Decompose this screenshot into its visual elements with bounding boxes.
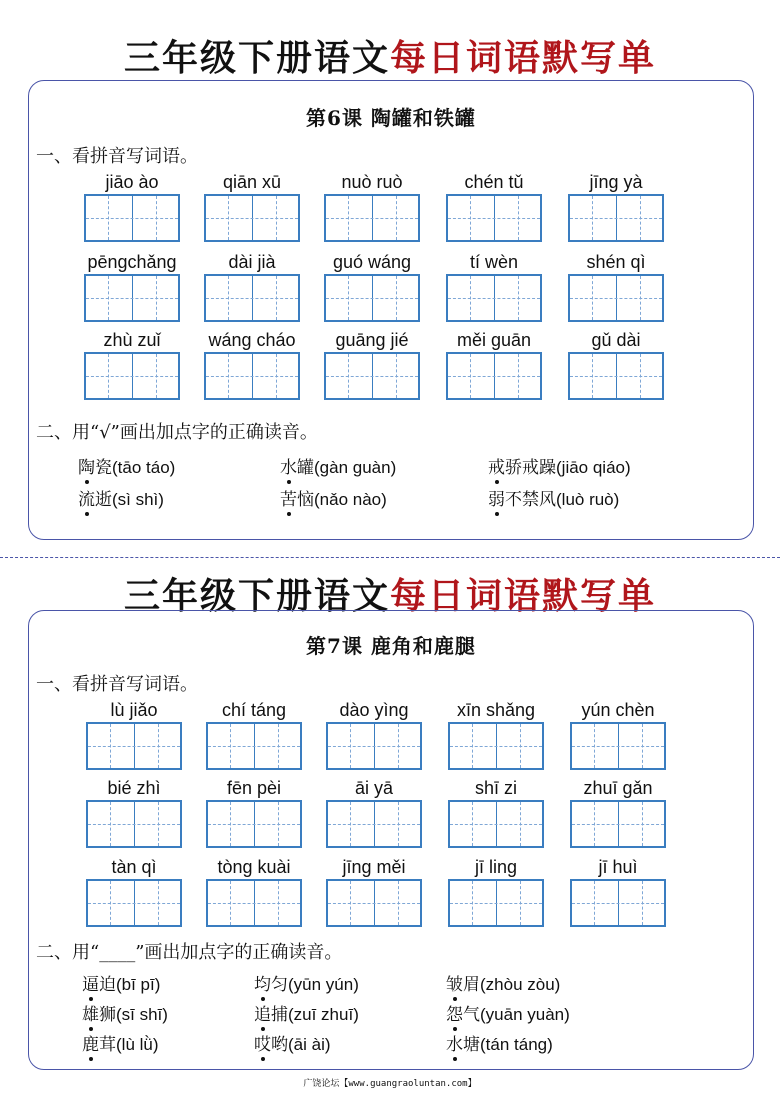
reading-question[interactable] <box>82 1000 168 1025</box>
worksheet1-title <box>0 30 780 81</box>
question-word: 追捕 <box>254 1005 288 1025</box>
question-pinyin-options[interactable]: (āi ài) <box>288 1035 331 1054</box>
question-pinyin-options[interactable]: (zuī zhuī) <box>288 1005 359 1024</box>
writing-box[interactable] <box>568 194 664 242</box>
pinyin-label: dào yìng <box>339 700 409 720</box>
question-pinyin-options[interactable]: (bī pī) <box>116 975 161 994</box>
writing-box[interactable] <box>570 722 666 770</box>
writing-box[interactable] <box>446 274 542 322</box>
question-word: 怨气 <box>446 1005 480 1025</box>
pinyin-label: tàn qì <box>111 857 157 877</box>
writing-box[interactable] <box>448 722 544 770</box>
writing-box[interactable] <box>446 194 542 242</box>
reading-question[interactable] <box>488 485 619 510</box>
question-pinyin-options[interactable]: (jiāo qiáo) <box>556 458 631 477</box>
reading-question[interactable] <box>446 1030 553 1055</box>
writing-box[interactable] <box>84 194 180 242</box>
worksheet1-section2-heading: 二、用“√”画出加点字的正确读音。 <box>36 422 318 443</box>
worksheet2-title-main: 三年级下册语文 <box>123 576 390 617</box>
footer-site: 广饶论坛【www.guangraoluntan.com】 <box>303 1079 477 1089</box>
pinyin-label: tí wèn <box>469 252 519 272</box>
writing-box[interactable] <box>84 274 180 322</box>
writing-box[interactable] <box>446 352 542 400</box>
reading-question[interactable] <box>254 970 359 995</box>
question-pinyin-options[interactable]: (nǎo nào) <box>314 490 387 509</box>
pinyin-label: fēn pèi <box>226 778 282 798</box>
emphasis-dot <box>495 512 499 516</box>
pinyin-label: bié zhì <box>107 778 161 798</box>
writing-box[interactable] <box>326 879 422 927</box>
emphasis-dot <box>261 1057 265 1061</box>
pinyin-label: pēngchǎng <box>87 252 177 272</box>
reading-question[interactable] <box>280 453 396 478</box>
writing-box[interactable] <box>204 352 300 400</box>
reading-question[interactable] <box>280 485 387 510</box>
pinyin-label: shī zi <box>474 778 517 798</box>
pinyin-label: jīng měi <box>342 857 406 877</box>
writing-box[interactable] <box>206 879 302 927</box>
pinyin-label: zhuī gǎn <box>583 778 653 798</box>
emphasis-dot <box>89 1057 93 1061</box>
pinyin-label: xīn shǎng <box>456 700 536 720</box>
question-word: 水罐 <box>280 458 314 478</box>
emphasis-dot <box>85 512 89 516</box>
question-word: 弱不禁风 <box>488 490 556 510</box>
reading-question[interactable] <box>78 485 164 510</box>
writing-box[interactable] <box>86 722 182 770</box>
emphasis-dot <box>287 512 291 516</box>
question-word: 雄狮 <box>82 1005 116 1025</box>
worksheet2-lesson-title: 第7课 鹿角和鹿腿 <box>306 634 476 658</box>
pinyin-label: chén tǔ <box>464 172 524 192</box>
worksheet1-title-main: 三年级下册语文 <box>123 38 390 79</box>
writing-box[interactable] <box>84 352 180 400</box>
writing-box[interactable] <box>324 274 420 322</box>
pinyin-label: guó wáng <box>332 252 412 272</box>
writing-box[interactable] <box>204 274 300 322</box>
question-word: 流逝 <box>78 490 112 510</box>
question-word: 陶瓷 <box>78 458 112 478</box>
writing-box[interactable] <box>568 274 664 322</box>
question-word: 逼迫 <box>82 975 116 995</box>
writing-box[interactable] <box>324 194 420 242</box>
question-pinyin-options[interactable]: (sì shì) <box>112 490 164 509</box>
writing-box[interactable] <box>570 879 666 927</box>
question-word: 苦恼 <box>280 490 314 510</box>
question-word: 水塘 <box>446 1035 480 1055</box>
writing-box[interactable] <box>448 800 544 848</box>
pinyin-label: měi guān <box>456 330 532 350</box>
reading-question[interactable] <box>446 1000 570 1025</box>
pinyin-label: dài jià <box>228 252 276 272</box>
question-pinyin-options[interactable]: (lù lǜ) <box>116 1035 159 1054</box>
reading-question[interactable] <box>82 1030 159 1055</box>
worksheet2-section2-heading: 二、用“____”画出加点字的正确读音。 <box>36 942 343 963</box>
writing-box[interactable] <box>570 800 666 848</box>
worksheet1-lesson-title: 第6课 陶罐和铁罐 <box>306 106 476 130</box>
emphasis-dot <box>495 480 499 484</box>
emphasis-dot <box>453 1057 457 1061</box>
writing-box[interactable] <box>204 194 300 242</box>
emphasis-dot <box>85 480 89 484</box>
question-pinyin-options[interactable]: (sī shī) <box>116 1005 168 1024</box>
reading-question[interactable] <box>488 453 631 478</box>
reading-question[interactable] <box>254 1030 331 1055</box>
reading-question[interactable] <box>254 1000 359 1025</box>
pinyin-label: nuò ruò <box>341 172 403 192</box>
pinyin-label: jī ling <box>474 857 518 877</box>
worksheet1-title-highlight: 每日词语默写单 <box>390 38 657 79</box>
writing-box[interactable] <box>568 352 664 400</box>
writing-box[interactable] <box>206 800 302 848</box>
question-pinyin-options[interactable]: (tāo táo) <box>112 458 176 477</box>
worksheet2-section1-heading: 一、看拼音写词语。 <box>36 674 198 695</box>
pinyin-label: yún chèn <box>581 700 655 720</box>
question-word: 戒骄戒躁 <box>488 458 556 478</box>
question-pinyin-options[interactable]: (yuān yuàn) <box>480 1005 570 1024</box>
question-pinyin-options[interactable]: (zhòu zòu) <box>480 975 561 994</box>
reading-question[interactable] <box>82 970 160 995</box>
pinyin-label: guāng jié <box>335 330 409 350</box>
pinyin-label: gǔ dài <box>591 330 641 350</box>
writing-box[interactable] <box>206 722 302 770</box>
pinyin-label: shén qì <box>586 252 646 272</box>
question-word: 均匀 <box>254 975 288 995</box>
pinyin-label: āi yā <box>354 778 394 798</box>
writing-box[interactable] <box>86 879 182 927</box>
emphasis-dot <box>287 480 291 484</box>
pinyin-label: jī huì <box>598 857 638 877</box>
page-divider <box>0 557 780 558</box>
pinyin-label: jiāo ào <box>105 172 159 192</box>
writing-box[interactable] <box>448 879 544 927</box>
pinyin-label: zhù zuǐ <box>103 330 161 350</box>
question-word: 鹿茸 <box>82 1035 116 1055</box>
pinyin-label: jīng yà <box>589 172 643 192</box>
pinyin-label: tòng kuài <box>217 857 291 877</box>
pinyin-label: chí táng <box>221 700 287 720</box>
question-pinyin-options[interactable]: (gàn guàn) <box>314 458 397 477</box>
pinyin-label: qiān xū <box>222 172 282 192</box>
writing-box[interactable] <box>326 722 422 770</box>
question-word: 哎哟 <box>254 1035 288 1055</box>
writing-box[interactable] <box>86 800 182 848</box>
reading-question[interactable] <box>78 453 175 478</box>
question-pinyin-options[interactable]: (luò ruò) <box>556 490 620 509</box>
worksheet2-title-highlight: 每日词语默写单 <box>390 576 657 617</box>
pinyin-label: wáng cháo <box>208 330 296 350</box>
worksheet1-section1-heading: 一、看拼音写词语。 <box>36 146 198 167</box>
pinyin-label: lù jiǎo <box>110 700 158 720</box>
question-pinyin-options[interactable]: (tán táng) <box>480 1035 553 1054</box>
reading-question[interactable] <box>446 970 560 995</box>
writing-box[interactable] <box>326 800 422 848</box>
question-word: 皱眉 <box>446 975 480 995</box>
question-pinyin-options[interactable]: (yūn yún) <box>288 975 359 994</box>
writing-box[interactable] <box>324 352 420 400</box>
